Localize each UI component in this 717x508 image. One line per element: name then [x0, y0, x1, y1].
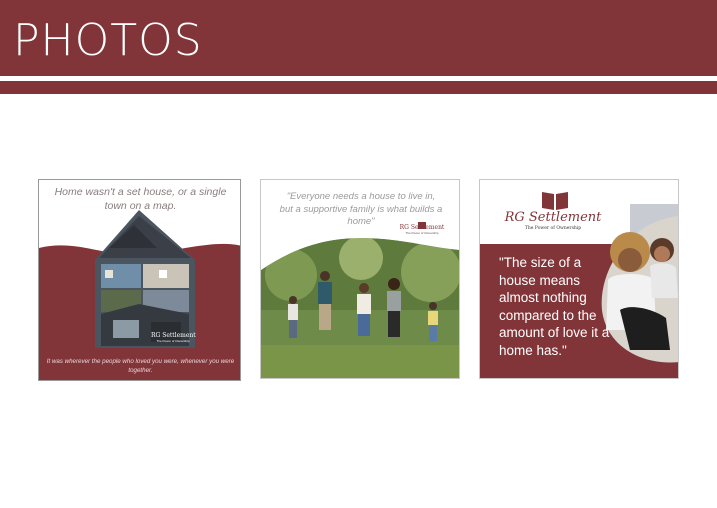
card3-logo: RG Settlement The Power of Ownership: [504, 210, 602, 231]
photo-card-3[interactable]: [479, 179, 679, 379]
header-band: [0, 0, 717, 76]
card1-footer: It was wherever the people who loved you were, whenever you were together.: [46, 358, 235, 374]
header-stripe: [0, 81, 717, 94]
card1-logo: RG Settlement The Power of Ownership: [151, 332, 196, 343]
page-title: PHOTOS: [13, 15, 203, 66]
card2-logo: RG Settlement The Power of Ownership: [399, 224, 445, 235]
photo-card-2[interactable]: [260, 179, 460, 379]
card2-quote: "Everyone needs a house to live in, but a supportive family is what builds a home": [279, 191, 443, 227]
card1-quote: Home wasn't a set house, or a single town on a map.: [54, 186, 227, 212]
photo-card-1[interactable]: [38, 179, 241, 381]
card3-quote: "The size of a house means almost nothing compared to the amount of love it a home has.": [499, 255, 610, 358]
